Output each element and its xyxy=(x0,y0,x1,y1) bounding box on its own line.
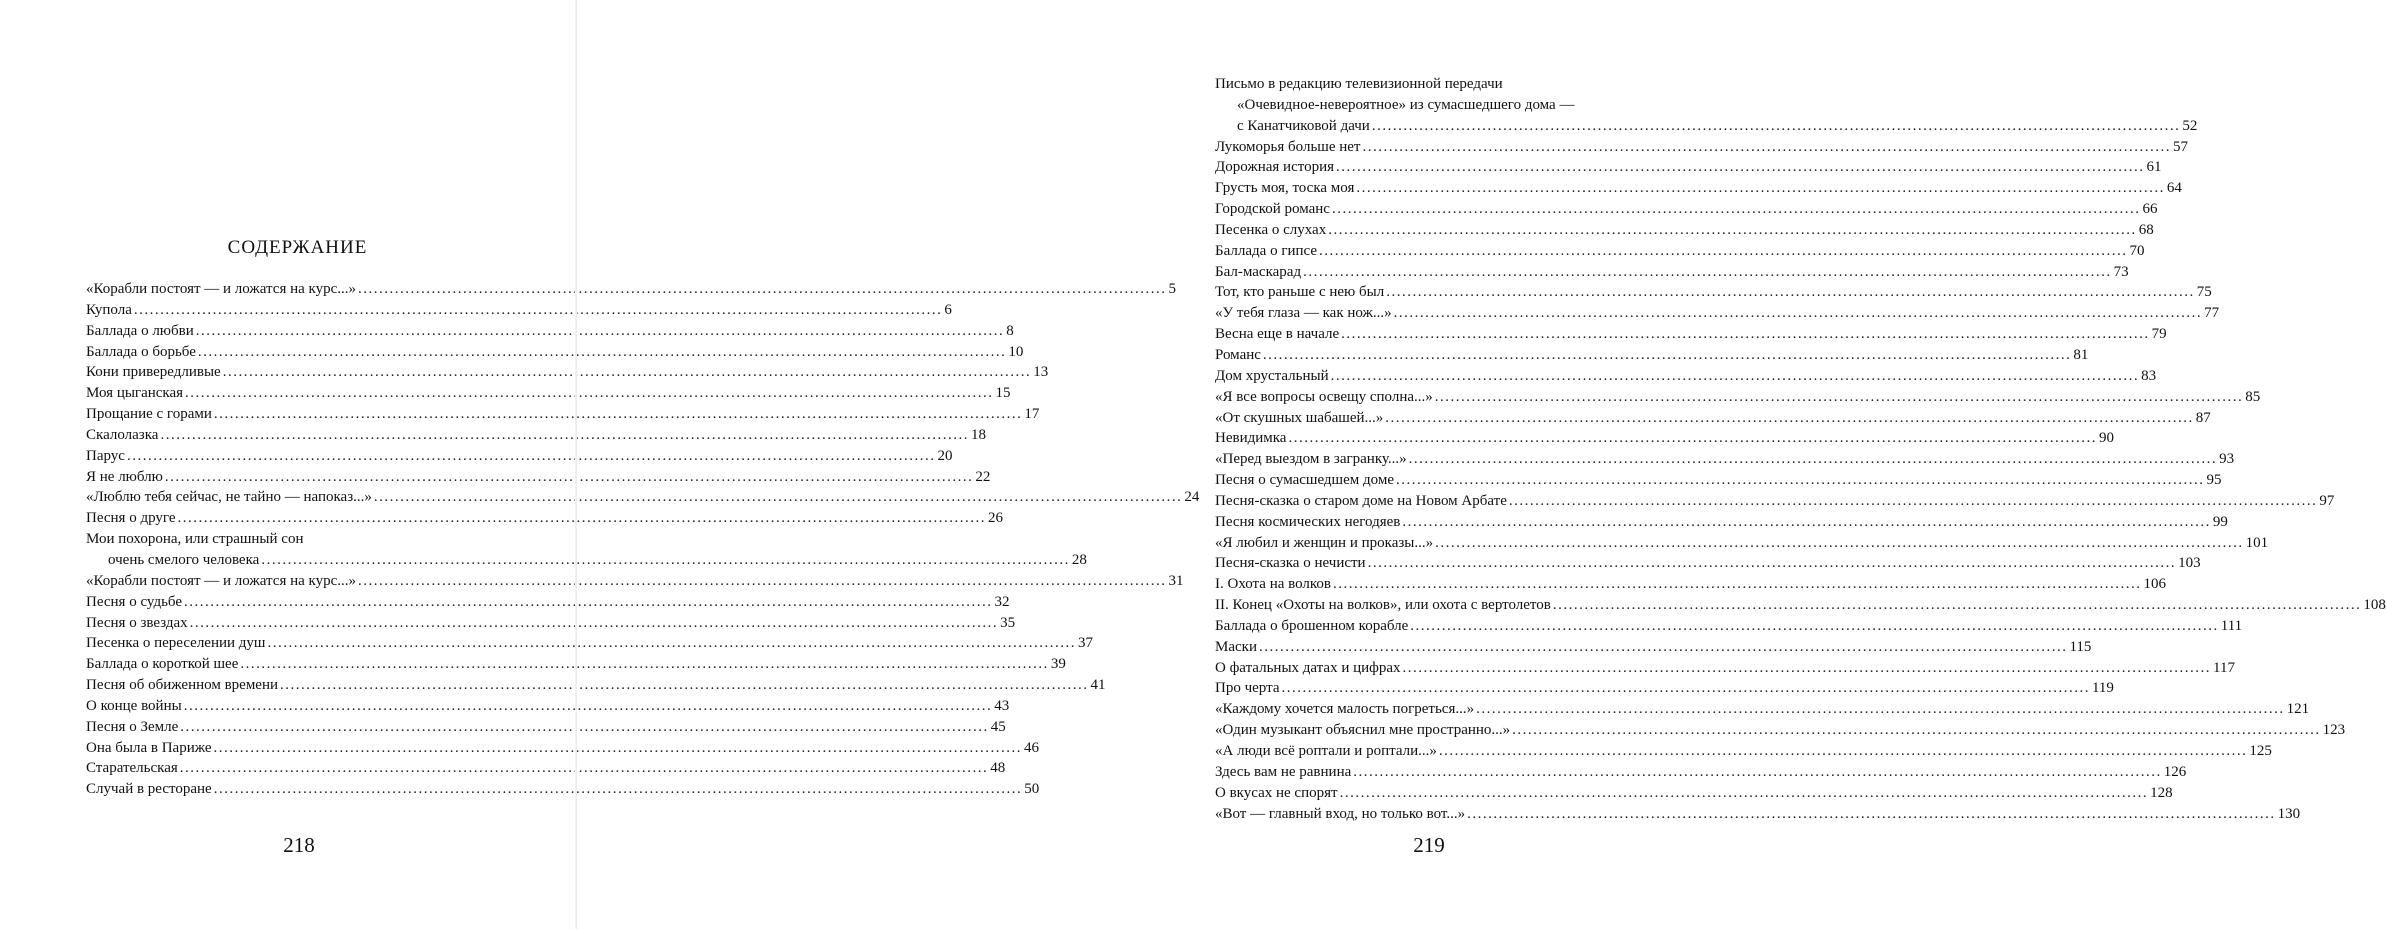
toc-entry-page: 15 xyxy=(995,385,1011,402)
toc-entry-title: Баллада о короткой шее xyxy=(86,656,239,673)
dot-leader xyxy=(1362,137,2171,158)
toc-entry-title: «Перед выездом в загранку...» xyxy=(1215,451,1407,468)
toc-entry xyxy=(1215,533,2269,554)
toc-entry xyxy=(86,717,1006,738)
toc-entry-line: «Очевидное-невероятное» из сумасшедшего дома — xyxy=(1237,96,1575,113)
toc-entry xyxy=(1215,408,2211,429)
toc-entry xyxy=(86,571,1184,592)
toc-entry-title: Моя цыганская xyxy=(86,385,184,402)
dot-leader xyxy=(1368,553,2177,574)
toc-entry-page: 48 xyxy=(990,760,1006,777)
toc-entry-page: 5 xyxy=(1168,281,1177,297)
toc-entry-title: «От скушных шабашей...» xyxy=(1215,409,1384,426)
dot-leader xyxy=(1353,762,2162,783)
toc-entry-title: Песня о звездах xyxy=(86,614,188,631)
toc-entry-title: Песенка о слухах xyxy=(1215,221,1327,238)
toc-entry-page: 73 xyxy=(2113,263,2129,280)
page-number-left: 218 xyxy=(283,833,315,857)
toc-entry-page: 17 xyxy=(1024,406,1040,423)
toc-entry xyxy=(1215,116,2198,137)
dot-leader xyxy=(1281,678,2090,699)
toc-entry xyxy=(86,279,1177,300)
toc-entry-page: 43 xyxy=(994,697,1010,714)
toc-entry xyxy=(86,487,1200,508)
toc-entry-page: 103 xyxy=(2178,555,2201,572)
toc-entry xyxy=(86,362,1049,383)
toc-entry-title: Тот, кто раньше с нею был xyxy=(1215,284,1385,301)
toc-entry xyxy=(1215,804,2301,825)
toc-entry-title: «Один музыкант объяснил мне пространно...» xyxy=(1215,722,1511,739)
dot-leader xyxy=(1340,783,2149,804)
toc-entry-title: Городской романс xyxy=(1215,201,1330,218)
toc-entry-page: 115 xyxy=(2069,638,2092,655)
toc-entry xyxy=(86,550,1087,571)
toc-entry-title: Дом хрустальный xyxy=(1215,367,1329,384)
dot-leader xyxy=(1332,199,2141,220)
toc-entry-title: Скалолазка xyxy=(86,426,159,443)
toc-entry xyxy=(86,758,1006,779)
toc-entry xyxy=(1215,366,2157,387)
toc-entry-title: II. Конец «Охоты на волков», или охота с вертолетов xyxy=(1215,597,1551,614)
toc-entry xyxy=(1215,345,2089,366)
dot-leader xyxy=(1319,241,2128,262)
toc-entry xyxy=(86,321,1014,342)
toc-entry-page: 121 xyxy=(2286,701,2310,718)
toc-entry-page: 126 xyxy=(2163,763,2187,780)
toc-entry xyxy=(1215,241,2145,262)
toc-entry-page: 6 xyxy=(944,301,952,318)
dot-leader xyxy=(1512,720,2321,741)
dot-leader xyxy=(1333,574,2142,595)
dot-leader xyxy=(1328,220,2137,241)
toc-entry xyxy=(1215,428,2114,449)
dot-leader xyxy=(1259,637,2068,658)
toc-entry xyxy=(1215,553,2201,574)
toc-entry-page: 81 xyxy=(2073,346,2089,363)
toc-entry-page: 90 xyxy=(2098,430,2114,447)
dot-leader xyxy=(1476,699,2285,720)
toc-entry xyxy=(1215,491,2335,512)
toc-entry-title: Купола xyxy=(86,301,132,318)
toc-entry-page: 39 xyxy=(1050,656,1066,673)
toc-entry-title: Песня космических негодяев xyxy=(1215,513,1401,530)
toc-entry-page: 77 xyxy=(2204,305,2220,322)
toc-entry-title: «Я любил и женщин и проказы...» xyxy=(1215,534,1434,551)
toc-entry-title: Песня о сумасшедшем доме xyxy=(1215,472,1395,489)
toc-entry-page: 61 xyxy=(2146,159,2162,176)
dot-leader xyxy=(1467,804,2276,825)
toc-entry xyxy=(1215,324,2167,345)
toc-entry-page: 66 xyxy=(2142,201,2158,218)
toc-entry-page: 95 xyxy=(2206,472,2222,489)
toc-entry-page: 57 xyxy=(2172,138,2188,155)
toc-entry xyxy=(1215,574,2167,595)
toc-entry-page: 97 xyxy=(2319,492,2335,509)
toc-entry-title: О вкусах не спорят xyxy=(1215,784,1338,801)
toc-entry-page: 41 xyxy=(1090,677,1106,694)
toc-entry-title: очень смелого человека xyxy=(108,551,260,568)
toc-entry xyxy=(86,633,1093,654)
dot-leader xyxy=(1396,470,2205,491)
toc-entry-title: Баллада о любви xyxy=(86,322,194,339)
toc-entry-page: 119 xyxy=(2091,680,2114,697)
toc-entry xyxy=(1215,137,2188,158)
page-title: СОДЕРЖАНИЕ xyxy=(227,237,368,258)
toc-entry-title: Песня-сказка о старом доме на Новом Арбате xyxy=(1215,492,1507,509)
toc-entry-page: 93 xyxy=(2219,451,2235,468)
toc-entry-title: Лукоморья больше нет xyxy=(1215,138,1361,155)
toc-entry-title: «Вот — главный вход, но только вот...» xyxy=(1215,805,1466,822)
toc-entry-title: Весна еще в начале xyxy=(1215,326,1340,343)
dot-leader xyxy=(1288,428,2097,449)
toc-entry-page: 32 xyxy=(994,593,1010,610)
toc-entry-page: 50 xyxy=(1024,781,1040,798)
dot-leader xyxy=(1263,345,2072,366)
toc-entry-line: Письмо в редакцию телевизионной передачи xyxy=(1215,76,1503,92)
toc-entry-page: 111 xyxy=(2220,617,2243,634)
toc-entry-title: Песня о Земле xyxy=(86,718,179,735)
dot-leader xyxy=(1372,116,2181,137)
toc-entry xyxy=(1215,637,2092,658)
toc-entry-title: Песня о судьбе xyxy=(86,593,183,610)
toc-entry-title: «У тебя глаза — как нож...» xyxy=(1215,305,1392,322)
table-of-contents-right xyxy=(1215,74,2386,824)
toc-entry-page: 22 xyxy=(975,468,991,485)
toc-entry xyxy=(1215,449,2235,470)
toc-entry-page: 87 xyxy=(2195,409,2211,426)
toc-entry-page: 26 xyxy=(988,510,1003,527)
toc-entry xyxy=(1215,262,2129,283)
dot-leader xyxy=(1553,595,2362,616)
table-of-contents-left xyxy=(86,279,1200,800)
toc-entry xyxy=(1215,470,2222,491)
toc-entry-page: 101 xyxy=(2245,534,2269,551)
page-number-right: 219 xyxy=(1413,833,1445,857)
toc-entry-page: 8 xyxy=(1006,322,1014,339)
toc-entry-page: 128 xyxy=(2150,784,2173,801)
toc-entry xyxy=(1215,303,2220,324)
toc-entry-title: «Каждому хочется малость погреться...» xyxy=(1215,701,1475,718)
toc-entry xyxy=(1215,199,2158,220)
toc-entry-title: Бал-маскарад xyxy=(1215,263,1302,280)
toc-entry xyxy=(1215,762,2187,783)
toc-entry-title: с Канатчиковой дачи xyxy=(1237,117,1370,134)
toc-entry xyxy=(86,654,1066,675)
toc-entry-title: Здесь вам не равнина xyxy=(1215,763,1352,780)
toc-entry-page: 123 xyxy=(2322,722,2346,739)
toc-entry-page: 45 xyxy=(990,718,1006,735)
toc-entry xyxy=(86,696,1010,717)
dot-leader xyxy=(1409,449,2218,470)
toc-entry-title: Прощание с горами xyxy=(86,406,212,423)
toc-entry-title: Маски xyxy=(1215,638,1257,655)
toc-entry-page: 13 xyxy=(1033,364,1049,381)
toc-entry xyxy=(86,404,1040,425)
toc-entry-page: 52 xyxy=(2182,117,2198,134)
toc-entry-title: «А люди всё роптали и роптали...» xyxy=(1215,743,1437,759)
toc-entry xyxy=(1215,220,2154,241)
toc-entry xyxy=(1215,595,2386,616)
toc-entry xyxy=(86,675,1106,696)
toc-entry xyxy=(1215,282,2212,303)
toc-entry-page: 35 xyxy=(1000,614,1016,631)
toc-entry-page: 106 xyxy=(2143,576,2167,593)
toc-entry xyxy=(1215,699,2310,720)
toc-entry-title: О конце войны xyxy=(86,697,182,714)
toc-entry-page: 31 xyxy=(1168,572,1184,589)
toc-entry-page: 130 xyxy=(2277,805,2301,822)
dot-leader xyxy=(1509,491,2318,512)
toc-entry-title: «Я все вопросы освещу сполна...» xyxy=(1215,388,1433,405)
toc-entry xyxy=(1215,783,2173,804)
toc-entry-title: «Корабли постоят — и ложатся на курс...» xyxy=(86,281,357,297)
toc-entry-page: 18 xyxy=(970,426,986,443)
toc-entry xyxy=(1215,178,2182,199)
toc-entry-title: Про черта xyxy=(1215,680,1280,697)
toc-entry xyxy=(86,613,1016,634)
toc-entry-title: «Люблю тебя сейчас, не тайно — напоказ...» xyxy=(86,489,372,506)
dot-leader xyxy=(1385,408,2194,429)
dot-leader xyxy=(1303,262,2112,283)
toc-entry-title: Случай в ресторане xyxy=(86,781,212,798)
toc-entry xyxy=(1215,741,2272,762)
toc-entry-title: Баллада о гипсе xyxy=(1215,242,1318,259)
toc-entry-page: 75 xyxy=(2196,284,2212,301)
toc-entry-page: 125 xyxy=(2249,743,2272,759)
toc-entry xyxy=(86,425,986,446)
toc-entry-page: 10 xyxy=(1008,343,1024,360)
toc-entry-page: 68 xyxy=(2138,221,2154,238)
dot-leader xyxy=(1394,303,2203,324)
toc-entry xyxy=(1215,616,2243,637)
toc-entry xyxy=(86,467,991,488)
toc-entry-page: 79 xyxy=(2151,326,2167,343)
toc-entry xyxy=(1215,512,2228,533)
toc-entry-page: 24 xyxy=(1184,489,1200,506)
toc-entry-title: Романс xyxy=(1215,346,1261,363)
dot-leader xyxy=(1341,324,2150,345)
toc-entry-title: Парус xyxy=(86,447,125,464)
toc-entry-title: Кони привередливые xyxy=(86,364,221,381)
toc-entry-title: Песенка о переселении душ xyxy=(86,635,266,652)
toc-entry-title: Баллада о брошенном корабле xyxy=(1215,617,1409,634)
toc-entry-title: Невидимка xyxy=(1215,430,1287,447)
toc-entry-page: 20 xyxy=(937,447,953,464)
toc-entry-title: Грусть моя, тоска моя xyxy=(1215,180,1355,197)
dot-leader xyxy=(1435,387,2244,408)
dot-leader xyxy=(1336,157,2145,178)
toc-entry xyxy=(86,342,1024,363)
toc-entry xyxy=(86,446,953,467)
toc-entry-title: I. Охота на волков xyxy=(1215,576,1332,593)
dot-leader xyxy=(1435,533,2244,554)
toc-entry xyxy=(86,779,1040,800)
toc-entry-page: 70 xyxy=(2129,242,2145,259)
toc-entry-page: 37 xyxy=(1077,635,1093,652)
toc-entry xyxy=(1215,720,2346,741)
toc-entry-title: Песня об обиженном времени xyxy=(86,677,279,694)
toc-entry-title: «Корабли постоят — и ложатся на курс...» xyxy=(86,572,357,589)
toc-entry-title: Песня о друге xyxy=(86,510,176,527)
toc-entry-page: 85 xyxy=(2245,388,2261,405)
toc-entry xyxy=(1215,157,2162,178)
toc-entry-line: Мои похорона, или страшный сон xyxy=(86,531,304,548)
toc-entry-page: 64 xyxy=(2166,180,2182,197)
toc-entry-page: 83 xyxy=(2141,367,2157,384)
dot-leader xyxy=(1331,366,2140,387)
toc-entry-title: Старательская xyxy=(86,760,178,777)
toc-entry xyxy=(1215,387,2261,408)
toc-entry-title: Она была в Париже xyxy=(86,739,212,756)
toc-entry-page: 28 xyxy=(1071,551,1087,568)
toc-entry xyxy=(1215,658,2235,679)
dot-leader xyxy=(1403,658,2212,679)
dot-leader xyxy=(1402,512,2211,533)
toc-entry-title: О фатальных датах и цифрах xyxy=(1215,659,1401,676)
toc-entry-title: Дорожная история xyxy=(1215,159,1335,176)
toc-entry-title: Баллада о борьбе xyxy=(86,343,196,360)
toc-entry xyxy=(86,300,952,321)
toc-entry xyxy=(86,738,1040,759)
toc-entry-page: 108 xyxy=(2363,597,2386,614)
dot-leader xyxy=(1386,282,2195,303)
dot-leader xyxy=(1356,178,2165,199)
toc-entry-page: 117 xyxy=(2213,659,2235,676)
dot-leader xyxy=(1439,741,2248,762)
toc-entry xyxy=(86,592,1010,613)
toc-entry-page: 99 xyxy=(2212,513,2228,530)
toc-entry-title: Я не люблю xyxy=(86,468,163,485)
dot-leader xyxy=(1410,616,2219,637)
toc-entry-title: Песня-сказка о нечисти xyxy=(1215,555,1366,572)
toc-entry-page: 46 xyxy=(1024,739,1040,756)
toc-entry xyxy=(86,508,1003,529)
toc-entry xyxy=(86,383,1011,404)
toc-entry xyxy=(1215,678,2114,699)
